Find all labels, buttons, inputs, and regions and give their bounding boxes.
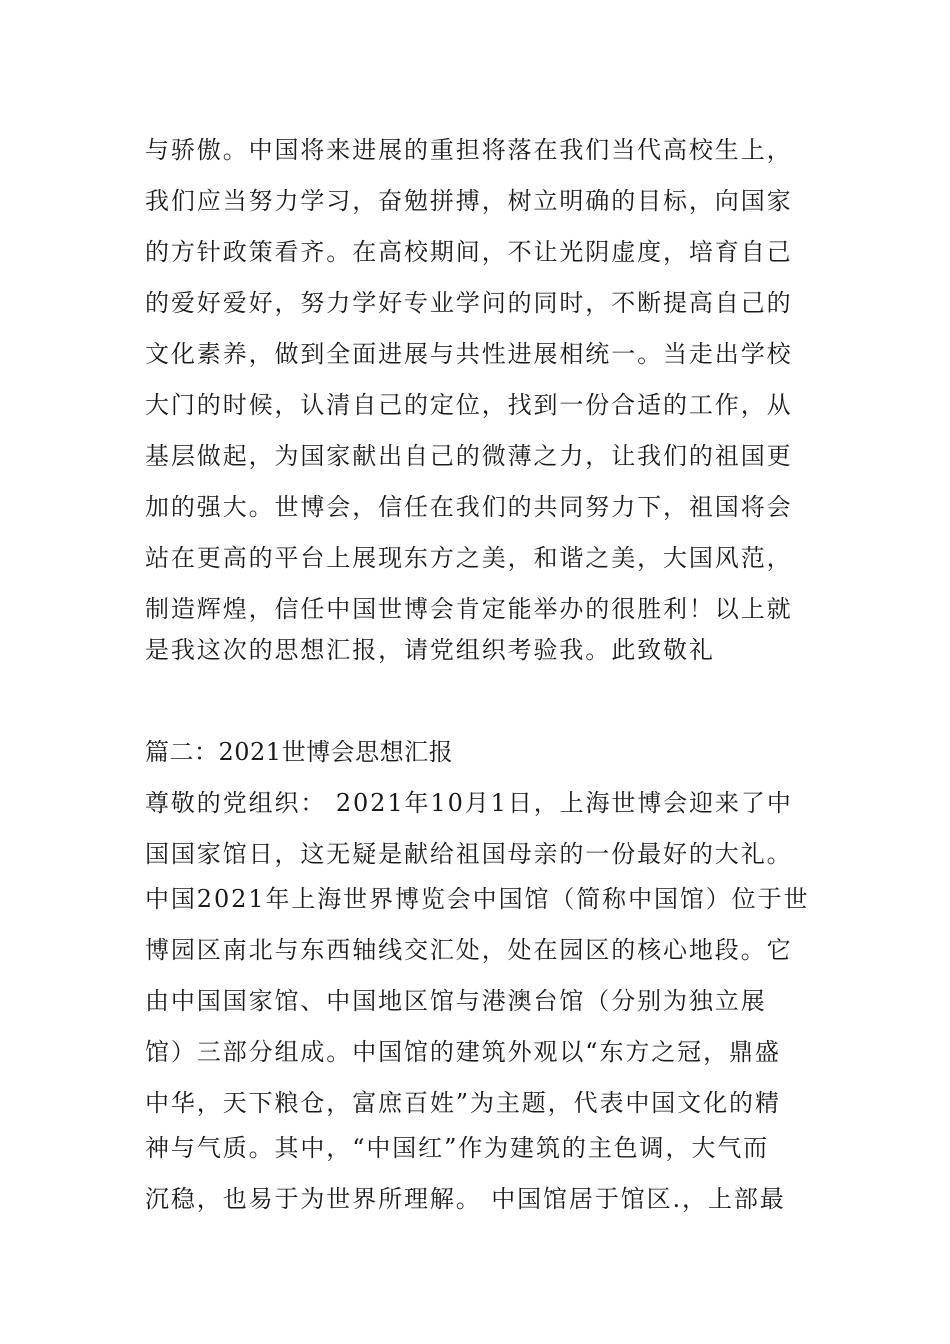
paragraph-line: 加的强大。世博会，信任在我们的共同努力下，祖国将会 [145,493,793,521]
paragraph-line: 的方针政策看齐。在高校期间，不让光阴虚度，培育自己 [145,238,793,266]
paragraph-line: 沉稳，也易于为世界所理解。 中国馆居于馆区.，上部最 [145,1185,786,1213]
paragraph-line: 是我这次的思想汇报，请党组织考验我。此致敬礼 [145,636,715,664]
paragraph-line: 神与气质。其中，“中国红”作为建筑的主色调，大气而 [145,1134,770,1162]
paragraph-line: 馆）三部分组成。中国馆的建筑外观以“东方之冠，鼎盛 [145,1038,781,1066]
paragraph-line: 尊敬的党组织： 2021年10月1日，上海世博会迎来了中 [145,789,793,817]
paragraph-line: 我们应当努力学习，奋勉拼搏，树立明确的目标，向国家 [145,187,793,215]
section-heading: 篇二：2021世博会思想汇报 [145,738,454,766]
paragraph-line: 制造辉煌，信任中国世博会肯定能举办的很胜利！以上就 [145,595,793,623]
paragraph-line: 的爱好爱好，努力学好专业学问的同时，不断提高自己的 [145,289,793,317]
paragraph-line: 中国2021年上海世界博览会中国馆（简称中国馆）位于世 [145,885,810,913]
paragraph-line: 大门的时候，认清自己的定位，找到一份合适的工作，从 [145,391,793,419]
paragraph-line: 基层做起，为国家献出自己的微薄之力，让我们的祖国更 [145,442,793,470]
paragraph-line: 由中国国家馆、中国地区馆与港澳台馆（分别为独立展 [145,987,767,1015]
paragraph-line: 文化素养，做到全面进展与共性进展相统一。当走出学校 [145,340,793,368]
paragraph-line: 站在更高的平台上展现东方之美，和谐之美，大国风范， [145,544,793,572]
paragraph-line: 与骄傲。中国将来进展的重担将落在我们当代高校生上， [145,136,793,164]
paragraph-line: 中华，天下粮仓，富庶百姓”为主题，代表中国文化的精 [145,1089,781,1117]
paragraph-line: 博园区南北与东西轴线交汇处，处在园区的核心地段。它 [145,936,793,964]
paragraph-line: 国国家馆日，这无疑是献给祖国母亲的一份最好的大礼。 [145,840,793,868]
